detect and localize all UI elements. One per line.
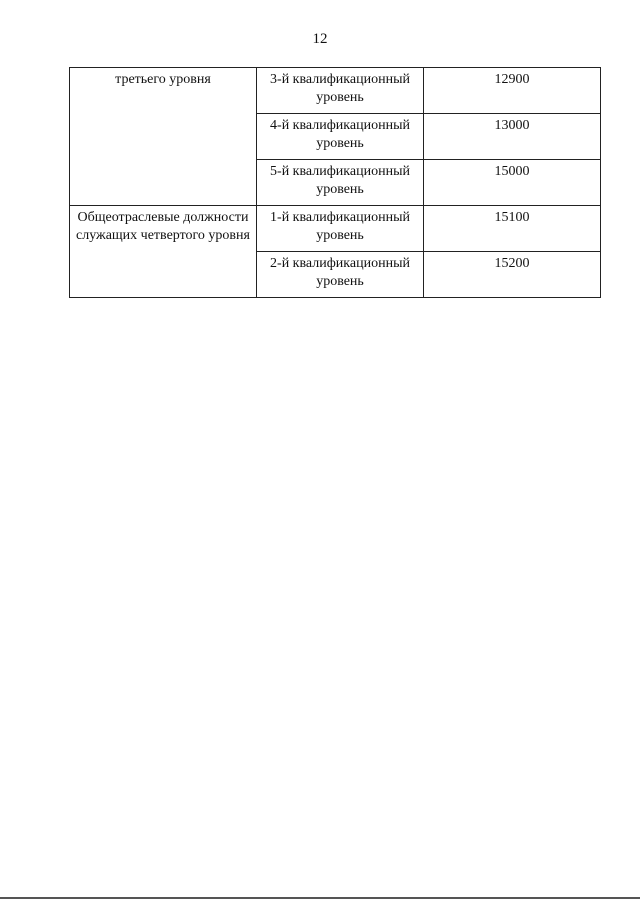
salary-amount-cell: 12900 <box>424 68 601 114</box>
bottom-rule <box>0 897 640 899</box>
qualification-level-cell: 2-й квалификационный уровень <box>257 252 424 298</box>
qualification-level-cell: 3-й квалификационный уровень <box>257 68 424 114</box>
qualification-level-cell: 4-й квалификационный уровень <box>257 114 424 160</box>
group-name-cell: третьего уровня <box>70 68 257 206</box>
qualification-level-cell: 1-й квалификационный уровень <box>257 206 424 252</box>
salary-amount-cell: 15000 <box>424 160 601 206</box>
table-row <box>70 206 601 252</box>
page-number: 12 <box>312 31 328 47</box>
salary-amount-cell: 13000 <box>424 114 601 160</box>
table-row <box>70 68 601 114</box>
salary-amount-cell: 15200 <box>424 252 601 298</box>
salary-amount-cell: 15100 <box>424 206 601 252</box>
qualification-level-cell: 5-й квалификационный уровень <box>257 160 424 206</box>
salary-table <box>69 67 601 298</box>
group-name-cell: Общеотраслевые должности служащих четвертого уровня <box>70 206 257 298</box>
